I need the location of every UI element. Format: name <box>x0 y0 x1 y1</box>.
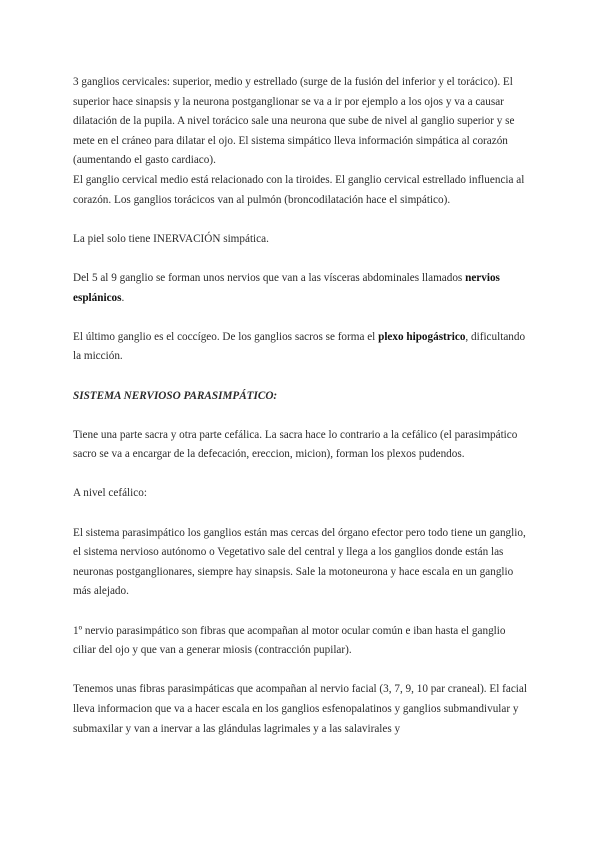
paragraph-nervio-facial: Tenemos unas fibras parasimpáticas que acompañan al nervio facial (3, 7, 9, 10 par craneal). El facial lleva informacion que va a hacer escala en los ganglios esfenopalatinos y ganglios submandivular y submaxilar y van a inervar a las glándulas lagrimales y a las salavirales y <box>73 683 527 735</box>
paragraph-gap <box>73 504 528 524</box>
paragraph-gap <box>73 465 528 485</box>
document-body <box>73 73 528 739</box>
paragraph-text: , dificultando la micción. <box>73 330 526 363</box>
paragraph-primer-nervio: 1º nervio parasimpático son fibras que acompañan al motor ocular común e iban hasta el ganglio ciliar del ojo y que van a generar miosis (contracción pupilar). <box>73 624 506 657</box>
paragraph-cervical-medio: El ganglio cervical medio está relacionado con la tiroides. El ganglio cervical estrellado influencia al corazón. Los ganglios torácicos van al pulmón (broncodilatación hace el simpático). <box>73 173 525 206</box>
paragraph-sacra-cefalica: Tiene una parte sacra y otra parte cefálica. La sacra hace lo contrario a la cefálico (el parasimpático sacro se va a encargar de la defecación, ereccion, micion), forman los plexos pudendos. <box>73 428 518 461</box>
paragraph-gap <box>73 308 528 328</box>
paragraph-gap <box>73 210 528 230</box>
paragraph-gap <box>73 406 528 426</box>
paragraph-nivel-cefalico: A nivel cefálico: <box>73 487 147 500</box>
bold-term-nervios-esplanicos: nervios esplánicos <box>73 271 500 304</box>
paragraph-nervios-esplanicos <box>73 269 528 308</box>
paragraph-cervical-ganglia: 3 ganglios cervicales: superior, medio y estrellado (surge de la fusión del inferior y el torácico). El superior hace sinapsis y la neurona postganglionar se va a ir por ejemplo a los ojos y va a causar dilatación de la pupila. A nivel torácico sale una neurona que sube de nivel al ganglio superior y se mete en el cráneo para dilatar el ojo. El sistema simpático lleva información simpática al corazón (aumentando el gasto cardiaco). <box>73 76 515 167</box>
paragraph-text: . <box>121 291 125 304</box>
section-heading-parasimpatico: SISTEMA NERVIOSO PARASIMPÁTICO: <box>73 389 278 402</box>
paragraph-gap <box>73 661 528 681</box>
bold-term-plexo-hipogastrico: plexo hipogástrico <box>378 330 466 343</box>
paragraph-text: El último ganglio es el coccígeo. De los ganglios sacros se forma el <box>73 330 379 343</box>
paragraph-gap <box>73 367 528 387</box>
paragraph-piel: La piel solo tiene INERVACIÓN simpática. <box>73 232 269 245</box>
paragraph-gap <box>73 602 528 622</box>
paragraph-text: Del 5 al 9 ganglio se forman unos nervios que van a las vísceras abdominales llamados <box>73 271 466 284</box>
paragraph-plexo-hipogastrico <box>73 328 528 367</box>
paragraph-gap <box>73 249 528 269</box>
paragraph-ganglios-parasimpaticos: El sistema parasimpático los ganglios están mas cercas del órgano efector pero todo tiene un ganglio, el sistema nervioso autónomo o Vegetativo sale del central y llega a los ganglios donde están las neuronas postganglionares, siempre hay sinapsis. Sale la motoneurona y hace escala en un ganglio más alejado. <box>73 526 526 598</box>
